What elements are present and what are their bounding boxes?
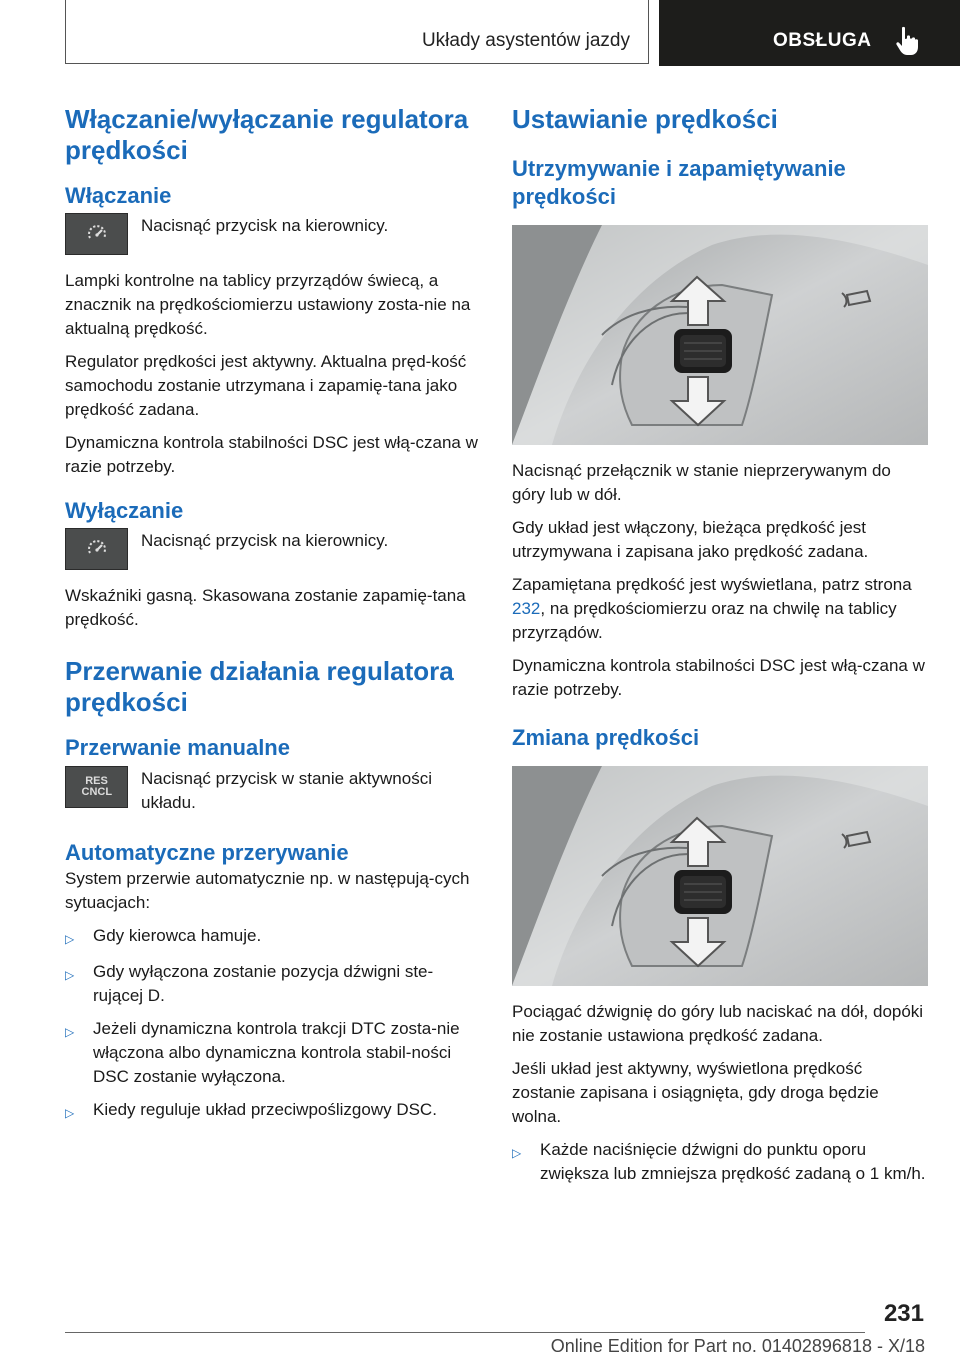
switch-on-paragraph-3: Dynamiczna kontrola stabilności DSC jest włą-czana w razie potrzeby. [65, 433, 478, 476]
page-number: 231 [883, 1300, 924, 1327]
switch-off-paragraph-1: Wskaźniki gasną. Skasowana zostanie zapamię-tana prędkość. [65, 586, 466, 629]
steering-wheel-switch-photo-2 [512, 766, 928, 986]
change-speed-paragraph-1: Pociągać dźwignię do góry lub naciskać na dół, dopóki nie zostanie ustawiona prędkość zadana. [512, 1002, 924, 1045]
keep-speed-paragraph-2: Gdy układ jest włączony, bieżąca prędkość jest utrzymywana i zapisana jako prędkość zadana. [512, 518, 869, 561]
heading-auto-interrupt: Automatyczne przerywanie [65, 840, 349, 865]
heading-change-speed: Zmiana prędkości [512, 725, 700, 750]
page-reference-link[interactable]: 232 [512, 599, 541, 618]
header-section-box [65, 0, 649, 64]
triangle-bullet-icon: ▷ [65, 932, 75, 946]
edition-text: Online Edition for Part no. 01402896818 - X/18 [550, 1336, 925, 1356]
cruise-control-button-image [65, 213, 128, 255]
switch-on-instruction [65, 213, 479, 255]
steering-wheel-lever-illustration [512, 766, 928, 986]
switch-off-instruction [65, 528, 479, 570]
header-chapter-label: OBSŁUGA [773, 30, 872, 51]
keep-speed-paragraph-3: Zapamiętana prędkość jest wyświetlana, patrz strona 232, na prędkościomierzu oraz na chwilę na tablicy przyrządów. [512, 575, 912, 642]
header-chapter-tab [659, 0, 960, 66]
list-item: ▷ Kiedy reguluje układ przeciwpoślizgowy DSC. [65, 1098, 479, 1125]
steering-wheel-lever-illustration [512, 225, 928, 445]
pointing-hand-icon [895, 26, 921, 56]
manual-interrupt-text: Nacisnąć przycisk w stanie aktywności układu. [141, 769, 432, 812]
manual-interrupt-instruction [65, 766, 479, 815]
auto-interrupt-paragraph: System przerwie automatycznie np. w następują-cych sytuacjach: [65, 869, 470, 912]
heading-set-speed: Ustawianie prędkości [512, 104, 778, 134]
page-header [0, 0, 960, 66]
steering-wheel-switch-photo-1 [512, 225, 928, 445]
header-section-title: Układy asystentów jazdy [421, 30, 630, 51]
heading-switch-off: Wyłączanie [65, 498, 184, 523]
heading-keep-speed: Utrzymywanie i zapamiętywanie prędkości [512, 156, 846, 209]
list-item: ▷ Jeżeli dynamiczna kontrola trakcji DTC zosta-nie włączona albo dynamiczna kontrola stabil-ności DSC zostanie wyłączona. [65, 1017, 479, 1089]
list-item: ▷ Każde naciśnięcie dźwigni do punktu oporu zwiększa lub zmniejsza prędkość zadaną o 1 km/h. [512, 1138, 928, 1186]
list-item: ▷ Gdy kierowca hamuje. [65, 924, 479, 951]
triangle-bullet-icon: ▷ [65, 1025, 75, 1039]
auto-interrupt-list [65, 924, 479, 1125]
res-cncl-button-image [65, 766, 128, 808]
cruise-control-button-image [65, 528, 128, 570]
triangle-bullet-icon: ▷ [65, 968, 75, 982]
heading-cruise-on-off: Włączanie/wyłączanie regulatora prędkości [65, 104, 469, 165]
page-footer [0, 1300, 960, 1362]
change-speed-list [512, 1138, 928, 1186]
change-speed-paragraph-2: Jeśli układ jest aktywny, wyświetlona prędkość zostanie zapisana i osiągnięta, gdy droga będzie wolna. [512, 1059, 879, 1126]
triangle-bullet-icon: ▷ [512, 1146, 522, 1160]
footer-divider [65, 1332, 865, 1333]
heading-interrupt: Przerwanie działania regulatora prędkości [65, 656, 454, 717]
cruise-control-icon [85, 224, 109, 244]
right-column [512, 104, 928, 1195]
list-item: ▷ Gdy wyłączona zostanie pozycja dźwigni ste-rującej D. [65, 960, 479, 1008]
switch-on-paragraph-1: Lampki kontrolne na tablicy przyrządów świecą, a znacznik na prędkościomierzu ustawiony zosta-nie na aktualną prędkość. [65, 271, 471, 338]
switch-on-paragraph-2: Regulator prędkości jest aktywny. Aktualna pręd-kość samochodu zostanie utrzymana i zapamię-tana jako prędkość zadana. [65, 352, 467, 419]
left-column [65, 104, 479, 1134]
keep-speed-paragraph-4: Dynamiczna kontrola stabilności DSC jest włą-czana w razie potrzeby. [512, 656, 925, 699]
cruise-control-icon [85, 539, 109, 559]
keep-speed-paragraph-1: Nacisnąć przełącznik w stanie nieprzerywanym do góry lub w dół. [512, 461, 891, 504]
heading-switch-on: Włączanie [65, 183, 172, 208]
heading-manual-interrupt: Przerwanie manualne [65, 735, 290, 760]
res-cncl-label: RES CNCL [81, 775, 113, 798]
triangle-bullet-icon: ▷ [65, 1106, 75, 1120]
switch-on-text: Nacisnąć przycisk na kierownicy. [141, 216, 389, 235]
switch-off-text: Nacisnąć przycisk na kierownicy. [141, 531, 389, 550]
